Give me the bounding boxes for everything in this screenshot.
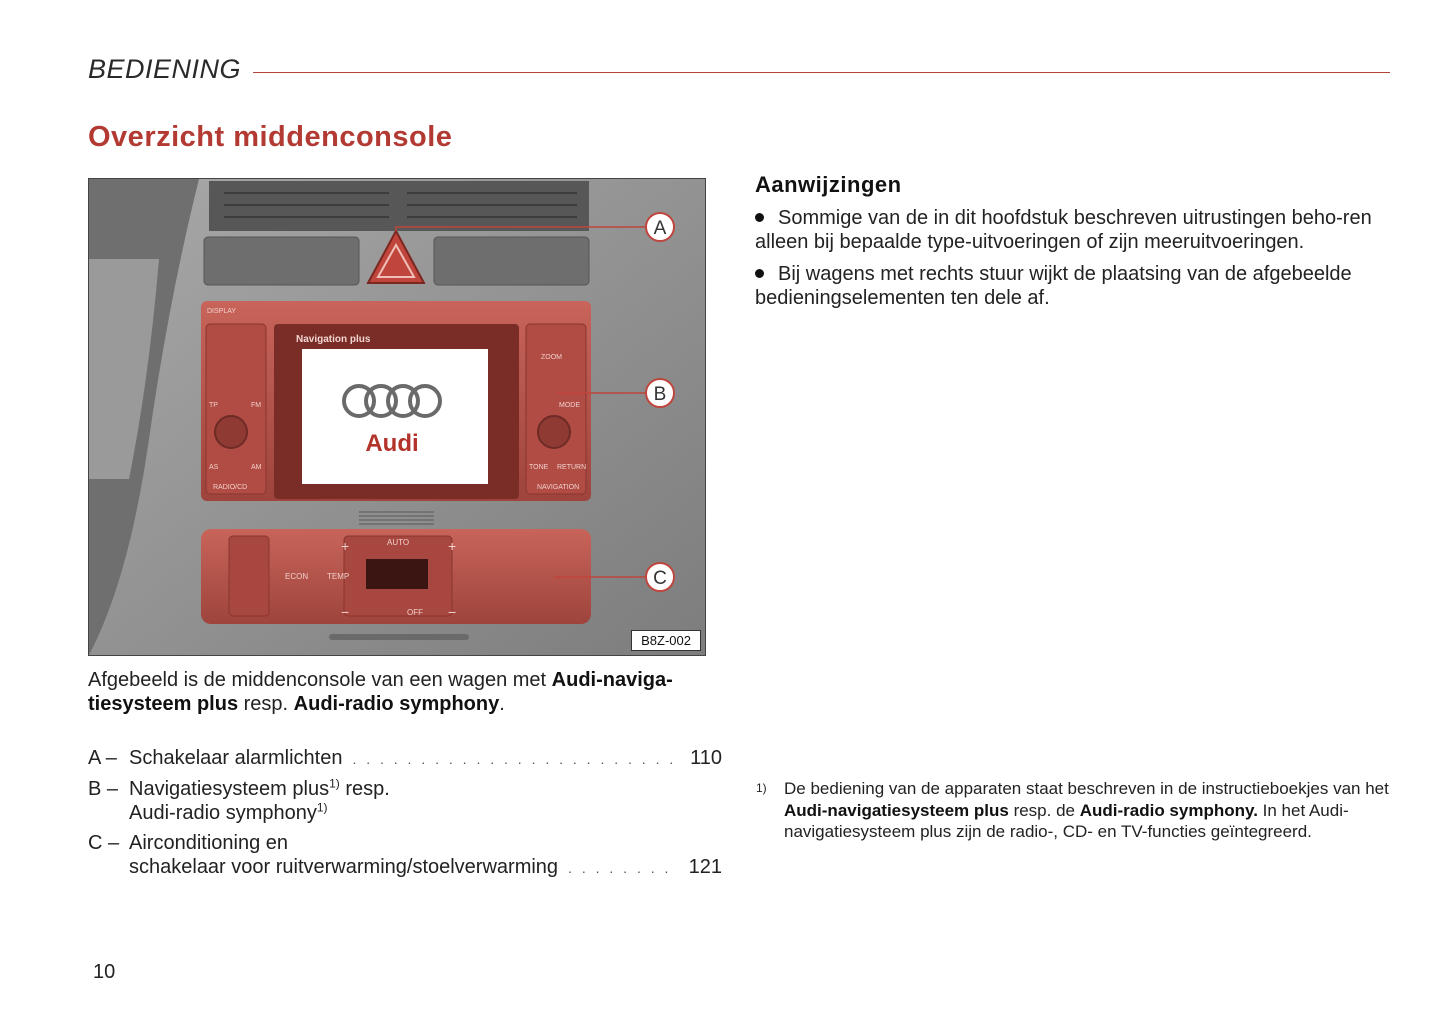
svg-text:B: B	[653, 384, 667, 405]
callout-c	[646, 563, 674, 591]
svg-text:−: −	[341, 604, 350, 620]
climate-label-auto: AUTO	[387, 538, 410, 547]
section-rule	[253, 72, 1390, 73]
radio-label-am: AM	[251, 464, 262, 471]
footnote: 1) De bediening van de apparaten staat beschreven in de instructieboekjes van het Audi-navigatiesysteem plus resp. de Audi-radio symphony. In het Audi-navigatiesysteem plus zijn de radio-, CD- en TV-functies geïntegreerd.	[756, 779, 1389, 841]
radio-label-tp: TP	[209, 402, 218, 409]
bullet-icon	[755, 269, 764, 278]
radio-label-navigation: NAVIGATION	[537, 484, 580, 491]
legend-item-a: A – Schakelaar alarmlichten . . . 110	[88, 746, 722, 771]
svg-text:C: C	[653, 568, 667, 589]
section-header	[88, 52, 1390, 92]
notes-section	[755, 172, 1391, 318]
figure-legend	[88, 746, 722, 886]
audi-brand-text: Audi	[365, 430, 419, 457]
radio-label-zoom: ZOOM	[541, 354, 562, 361]
console-illustration	[89, 179, 705, 655]
svg-text:A: A	[653, 218, 667, 239]
note-item: Bij wagens met rechts stuur wijkt de plaatsing van de afgebeelde bedieningselementen ten dele af.	[755, 263, 1352, 309]
climate-label-off: OFF	[407, 608, 423, 617]
svg-text:+: +	[341, 538, 350, 554]
svg-text:−: −	[448, 604, 457, 620]
notes-title: Aanwijzingen	[755, 172, 902, 197]
page-title: Overzicht middenconsole	[88, 121, 453, 153]
radio-label-display: DISPLAY	[207, 308, 237, 315]
climate-label-temp: TEMP	[327, 572, 350, 581]
legend-page-ref: 110	[690, 747, 722, 769]
note-item: Sommige van de in dit hoofdstuk beschreven uitrustingen beho-ren alleen bij bepaalde type-uitvoeringen of zijn meeruitvoeringen.	[755, 207, 1372, 253]
radio-label-as: AS	[209, 464, 219, 471]
callout-a	[646, 213, 674, 241]
console-figure	[88, 178, 706, 656]
svg-text:+: +	[448, 538, 457, 554]
legend-page-ref: 121	[688, 856, 722, 878]
radio-label-tone: TONE	[529, 464, 549, 471]
bullet-icon	[755, 213, 764, 222]
radio-label-radio-cd: RADIO/CD	[213, 484, 248, 491]
page-number: 10	[93, 961, 116, 983]
screen-title: Navigation plus	[296, 334, 371, 345]
climate-label-econ: ECON	[285, 572, 309, 581]
figure-caption: Afgebeeld is de middenconsole van een wagen met Audi-naviga-tiesysteem plus resp. Audi-radio symphony.	[88, 669, 673, 715]
callout-b	[646, 379, 674, 407]
section-title: BEDIENING	[88, 54, 242, 84]
figure-label: B8Z-002	[631, 630, 701, 651]
navigation-screen	[302, 349, 488, 484]
radio-label-return: RETURN	[557, 464, 587, 471]
footnote-mark: 1)	[756, 781, 767, 795]
radio-label-mode: MODE	[559, 402, 580, 409]
legend-item-c: C – Airconditioning en schakelaar voor ruitverwarming/stoelverwarming . . . 121	[88, 831, 722, 880]
legend-item-b: B – Navigatiesysteem plus$^{1)}$ resp. Audi-radio symphony$^{1)}$	[88, 776, 390, 824]
radio-label-fm: FM	[251, 402, 262, 409]
